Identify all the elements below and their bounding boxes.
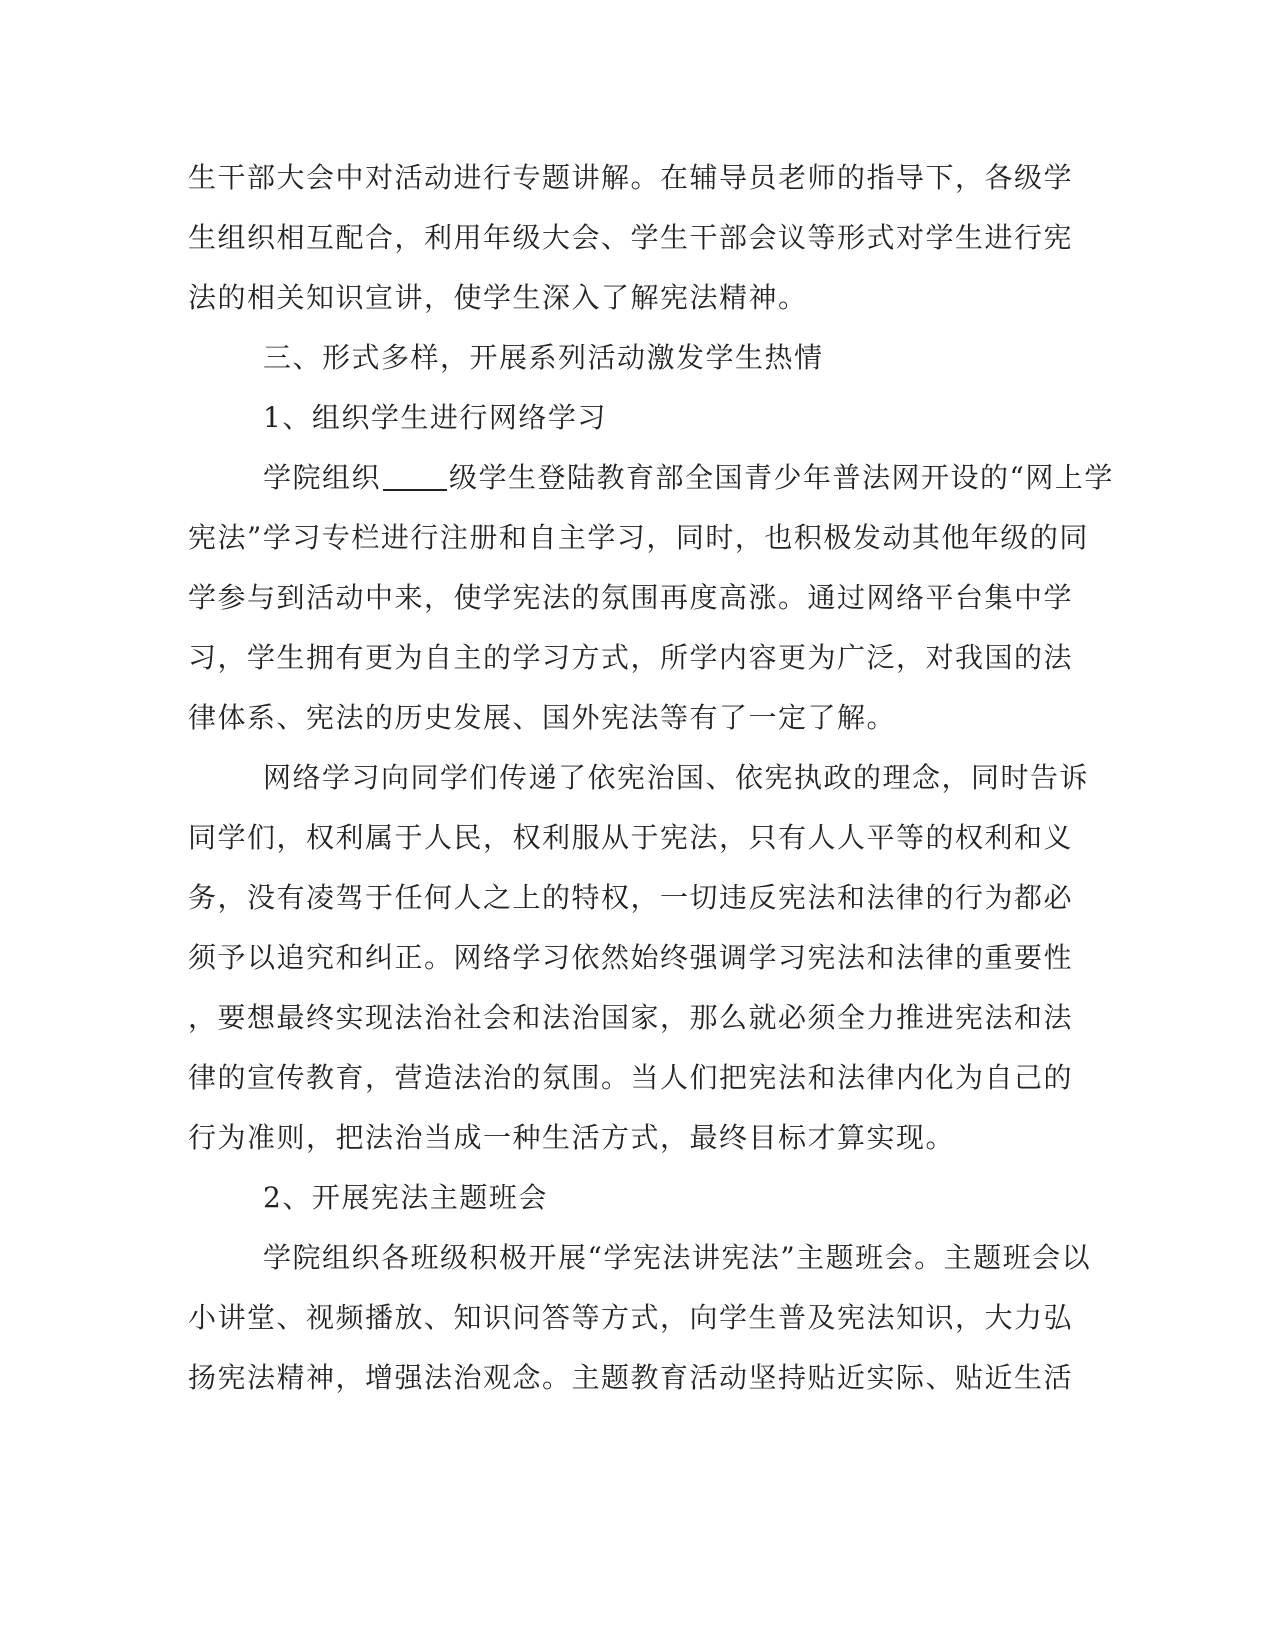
text-segment: 学院组织 <box>263 461 382 494</box>
paragraph-first-line: 学院组织各班级积极开展“学宪法讲宪法”主题班会。主题班会以 <box>263 1241 1092 1274</box>
subsection-heading: 2、开展宪法主题班会 <box>263 1181 548 1214</box>
paragraph-first-line: 网络学习向同学们传递了依宪治国、依宪执政的理念，同时告诉 <box>263 761 1090 794</box>
body-text-line: 律体系、宪法的历史发展、国外宪法等有了一定了解。 <box>188 701 897 734</box>
text-segment: 级学生登陆教育部全国青少年普法网开设的“网上学 <box>449 461 1114 494</box>
body-text-line: 律的宣传教育，营造法治的氛围。当人们把宪法和法律内化为自己的 <box>188 1061 1074 1094</box>
fill-in-blank <box>383 461 447 491</box>
body-text-line: 法的相关知识宣讲，使学生深入了解宪法精神。 <box>188 281 808 314</box>
body-text-line: ，要想最终实现法治社会和法治国家，那么就必须全力推进宪法和法 <box>188 1001 1074 1034</box>
body-text-line: 须予以追究和纠正。网络学习依然始终强调学习宪法和法律的重要性 <box>188 941 1074 974</box>
body-text-line: 行为准则，把法治当成一种生活方式，最终目标才算实现。 <box>188 1121 956 1154</box>
body-text-line: 学参与到活动中来，使学宪法的氛围再度高涨。通过网络平台集中学 <box>188 581 1074 614</box>
body-text-line: 小讲堂、视频播放、知识问答等方式，向学生普及宪法知识，大力弘 <box>188 1301 1074 1334</box>
subsection-heading: 1、组织学生进行网络学习 <box>263 401 607 434</box>
body-text-line: 扬宪法精神，增强法治观念。主题教育活动坚持贴近实际、贴近生活 <box>188 1361 1074 1394</box>
body-text-line: 生组织相互配合，利用年级大会、学生干部会议等形式对学生进行宪 <box>188 221 1074 254</box>
body-text-line: 务，没有凌驾于任何人之上的特权，一切违反宪法和法律的行为都必 <box>188 881 1074 914</box>
section-heading: 三、形式多样，开展系列活动激发学生热情 <box>263 341 824 374</box>
paragraph-first-line <box>263 458 1163 498</box>
body-text-line: 生干部大会中对活动进行专题讲解。在辅导员老师的指导下，各级学 <box>188 161 1074 194</box>
body-text-line: 同学们，权利属于人民，权利服从于宪法，只有人人平等的权利和义 <box>188 821 1074 854</box>
body-text-line: 宪法”学习专栏进行注册和自主学习，同时，也积极发动其他年级的同 <box>188 521 1089 554</box>
body-text-line: 习，学生拥有更为自主的学习方式，所学内容更为广泛，对我国的法 <box>188 641 1074 674</box>
